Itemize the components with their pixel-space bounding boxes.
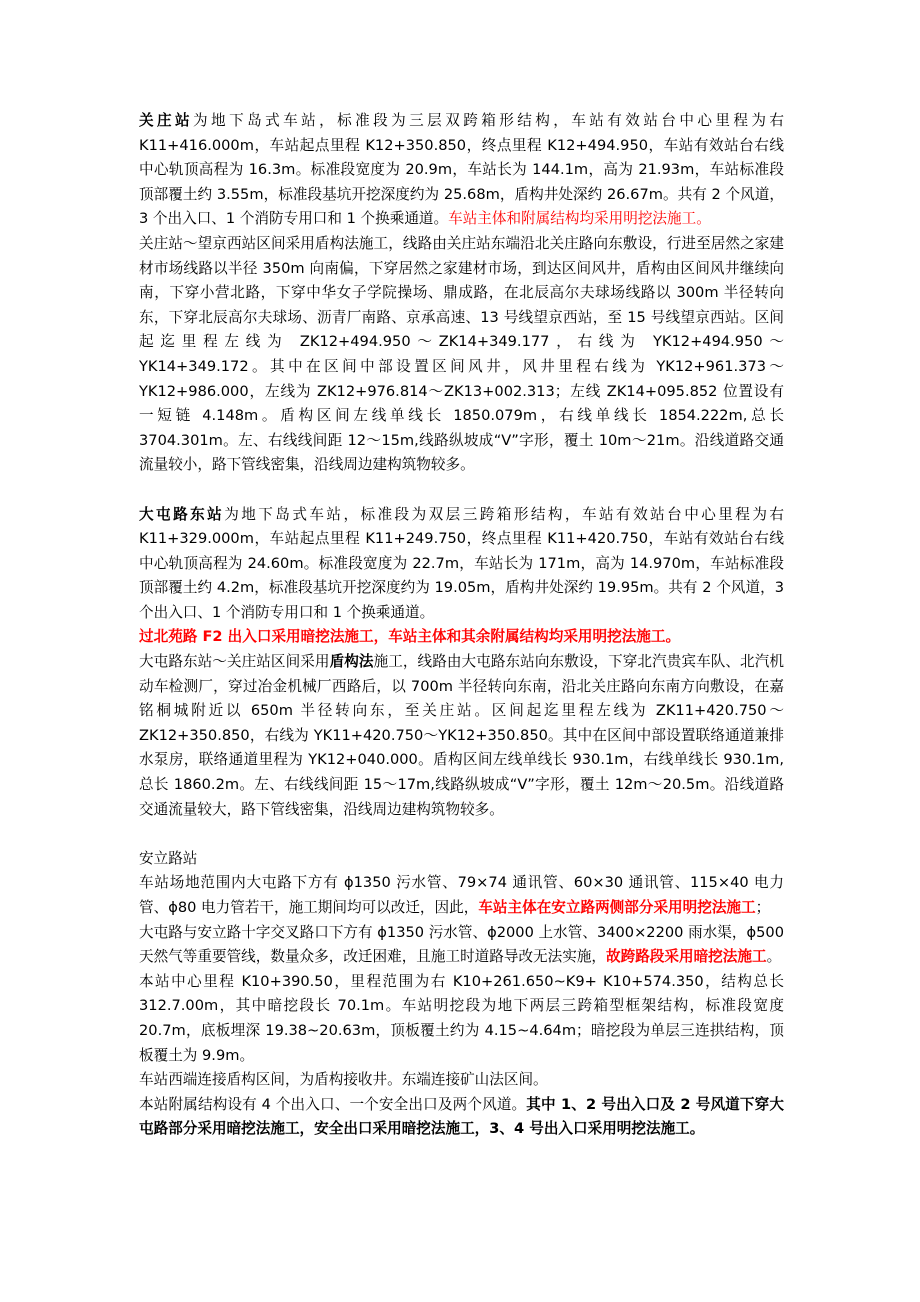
- station-title-guanzhuang: 关庄站: [139, 112, 194, 129]
- paragraph-text: 大屯路与安立路十字交叉路口下方有 ϕ1350 污水管、ϕ2000 上水管、3400×2200 雨水渠，ϕ500 天然气等重要管线，数量众多，改迁困难，且施工时道路导改无法实施，: [139, 923, 784, 966]
- interval-description-datunlu: [139, 650, 784, 822]
- paragraph-text: ；: [755, 899, 771, 916]
- anlilu-paragraph-1: [139, 871, 784, 920]
- anlilu-paragraph-4: 车站西端连接盾构区间，为盾构接收井。东端连接矿山法区间。: [139, 1071, 548, 1089]
- document-page: [139, 109, 784, 1142]
- anlilu-paragraph-3: 本站中心里程 K10+390.50，里程范围为右 K10+261.650~K9+ K10+574.350，结构总长 312.7.00m，其中暗挖段长 70.1m。车站明挖段为地下两层三跨箱型框架结构，标准段宽度 20.7m，底板埋深 19.38~20.63m，顶板覆土约为 4.15~4.64m；暗挖段为单层三连拱结构，顶板覆土为 9.9m。: [139, 972, 784, 1064]
- anlilu-paragraph-5: [139, 1093, 784, 1142]
- anlilu-paragraph-2: [139, 921, 784, 970]
- station-description: 为地下岛式车站，标准段为三层双跨箱形结构，车站有效站台中心里程为右K11+416.000m，车站起点里程 K12+350.850，终点里程 K12+494.950，车站有效站台右线中心轨顶高程为 16.3m。标准段宽度为 20.9m，车站长为 144.1m，高为 21.93m，车站标准段顶部覆土约 3.55m，标准段基坑开挖深度约为 25.68m，盾构井处深约 26.67m。共有 2 个风道，3 个出入口、1 个消防专用口和 1 个换乘通道。: [139, 112, 784, 228]
- bold-text: 其中 1、2 号出入口及 2 号风道下穿大屯路部分采用暗挖法施工，安全出口采用暗挖法施工，3、4 号出入口采用明挖法施工。: [139, 1095, 784, 1138]
- interval-method-bold: 盾构法: [329, 653, 374, 671]
- highlight-text: 故跨路段采用暗挖法施工: [606, 948, 767, 966]
- paragraph-gap: [139, 822, 784, 847]
- highlight-text: 过北苑路 F2 出入口采用暗挖法施工，车站主体和其余附属结构均采用明挖法施工。: [139, 628, 681, 646]
- station-title-datunlu-east: 大屯路东站: [139, 505, 225, 523]
- station-description: 为地下岛式车站，标准段为双层三跨箱形结构，车站有效站台中心里程为右K11+329.000m，车站起点里程 K11+249.750，终点里程 K11+420.750，车站有效站台右线中心轨顶高程为 24.60m。标准段宽度为 22.7m，车站长为 171m，高为 14.970m，车站标准段顶部覆土约 4.2m，标准段基坑开挖深度约为 19.05m，盾构井处深约 19.95m。共有 2 个风道，3 个出入口、1 个消防专用口和 1 个换乘通道。: [139, 505, 784, 621]
- paragraph-text: 车站场地范围内大屯路下方有 ϕ1350 污水管、79×74 通讯管、60×30 通讯管、115×40 电力管、ϕ80 电力管若干，施工期间均可以改迁，因此，: [139, 874, 784, 916]
- interval-description-guanzhuang: 关庄站～望京西站区间采用盾构法施工，线路由关庄站东端沿北关庄路向东敷设，行进至居然之家建材市场线路以半径 350m 向南偏，下穿居然之家建材市场，到达区间风井，盾构由区间风井继续向南，下穿小营北路，下穿中华女子学院操场、鼎成路，在北辰高尔夫球场线路以 300m 半径转向东，下穿北辰高尔夫球场、沥青厂南路、京承高速、13 号线望京西站，至 15 号线望京西站。区间起迄里程左线为 ZK12+494.950～ZK14+349.177，右线为 YK12+494.950～YK14+349.172。其中在区间中部设置区间风井，风井里程右线为 YK12+961.373～YK12+986.000，左线为 ZK12+976.814～ZK13+002.313；左线 ZK14+095.852 位置设有一短链 4.148m。盾构区间左线单线长 1850.079m，右线单线长 1854.222m,总长 3704.301m。左、右线线间距 12～15m,线路纵坡成“V”字形，覆土 10m～21m。沿线道路交通流量较小，路下管线密集，沿线周边建构筑物较多。: [139, 234, 784, 474]
- interval-text: 大屯路东站～关庄站区间采用: [139, 653, 330, 671]
- section-guanzhuang-station: [139, 109, 784, 232]
- highlight-text: 车站主体和附属结构均采用明挖法施工。: [448, 210, 711, 228]
- paragraph-text: 。: [766, 948, 782, 966]
- interval-text: 施工，线路由大屯路东站向东敷设，下穿北汽贵宾车队、北汽机动车检测厂，穿过冶金机械厂西路后，以 700m 半径转向东南，沿北关庄路向东南方向敷设，在嘉铭桐城附近以 650m 半径转向东，至关庄站。区间起迄里程左线为 ZK11+420.750～ZK12+350.850，右线为 YK11+420.750～YK12+350.850。其中在区间中部设置联络通道兼排水泵房，联络通道里程为 YK12+040.000。盾构区间左线单线长 930.1m，右线单线长 930.1m,总长 1860.2m。左、右线线间距 15～17m,线路纵坡成“V”字形，覆土 12m～20.5m。沿线道路交通流量较大，路下管线密集，沿线周边建构筑物较多。: [139, 653, 784, 818]
- section-datunlu-east-station: [139, 503, 784, 626]
- station-title-anlilu: 安立路站: [139, 849, 198, 867]
- paragraph-gap: [139, 478, 784, 503]
- paragraph-text: 本站附属结构设有 4 个出入口、一个安全出口及两个风道。: [139, 1095, 527, 1113]
- highlight-text: 车站主体在安立路两侧部分采用明挖法施工: [478, 899, 756, 916]
